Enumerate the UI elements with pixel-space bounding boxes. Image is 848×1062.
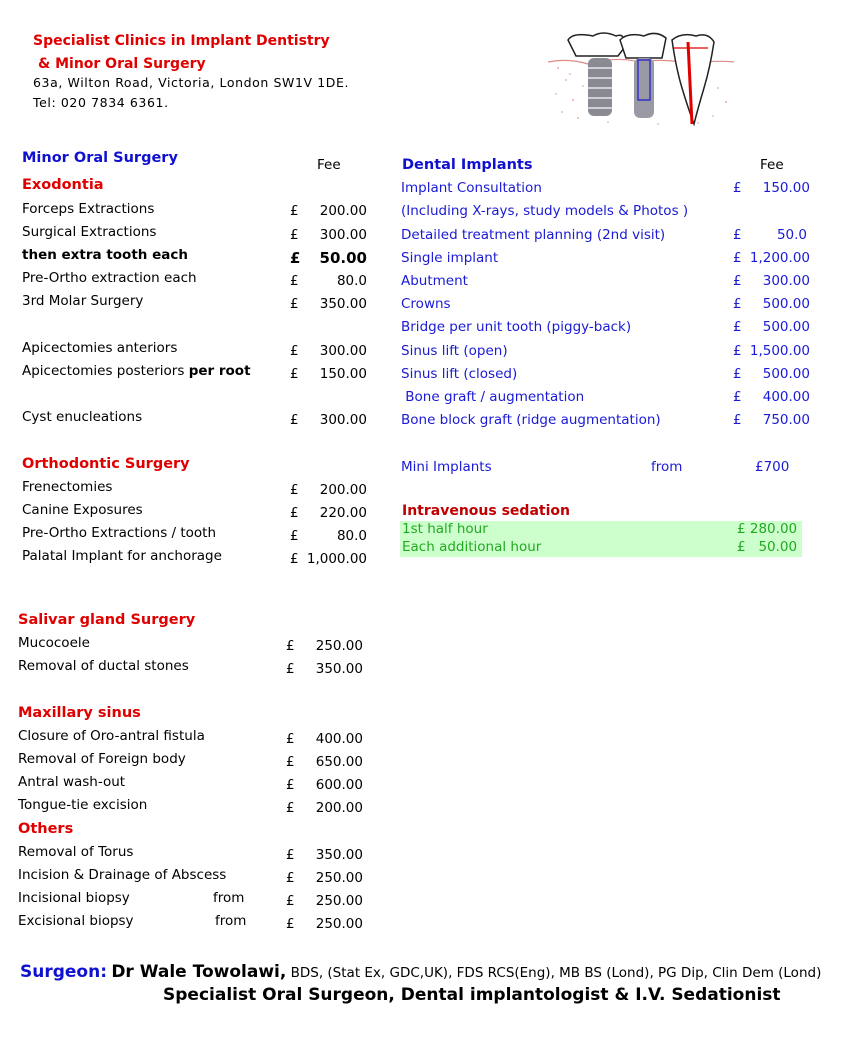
row-amount: £ 280.00 [737,521,798,537]
currency: £ [733,227,742,243]
others-heading: Others [18,821,74,837]
row-amount: 80.0 [336,528,367,544]
row-label: Single implant [401,250,499,266]
row-label: Removal of ductal stones [18,658,189,674]
currency: £ [290,482,299,498]
row-label: Closure of Oro-antral fistula [18,728,205,744]
orthodontic-surgery-heading: Orthodontic Surgery [22,456,190,472]
row-label: Incision & Drainage of Abscess [18,867,227,883]
currency: £ [733,296,742,312]
row-amount: 80.0 [336,273,367,289]
row-amount: 250.00 [315,638,363,654]
row-amount: 500.00 [762,319,810,335]
row-amount: 350.00 [315,847,363,863]
row-label: Palatal Implant for anchorage [22,548,222,564]
currency: £ [733,412,742,428]
row-label: Sinus lift (open) [401,343,508,359]
currency: £ [733,250,742,266]
row-amount: 250.00 [315,870,363,886]
from-label: from [215,913,247,929]
row-label: Detailed treatment planning (2nd visit) [401,227,666,243]
row-amount: 200.00 [315,800,363,816]
row-label: Forceps Extractions [22,201,155,217]
row-amount: £700 [755,459,790,475]
currency: £ [286,731,295,747]
currency: £ [733,366,742,382]
currency: £ [733,319,742,335]
row-label: Cyst enucleations [22,409,143,425]
row-amount: 300.00 [319,343,367,359]
minor-oral-surgery-heading: Minor Oral Surgery [22,150,178,166]
currency: £ [290,343,299,359]
row-label: Removal of Torus [18,844,134,860]
row-amount: 500.00 [762,366,810,382]
row-label: Pre-Ortho Extractions / tooth [22,525,217,541]
row-label: Antral wash-out [18,774,126,790]
row-amount: 50.0 [776,227,807,243]
currency: £ [286,847,295,863]
row-amount: 600.00 [315,777,363,793]
currency: £ [286,893,295,909]
row-label: Crowns [401,296,451,312]
row-amount: 200.00 [319,482,367,498]
row-label: Bone graft / augmentation [401,389,585,405]
surgeon-title: Specialist Oral Surgeon, Dental implantologist & I.V. Sedationist [163,985,781,1005]
row-amount: 350.00 [319,296,367,312]
currency: £ [733,273,742,289]
surgeon-qualifications: BDS, (Stat Ex, GDC,UK), FDS RCS(Eng), MB BS (Lond), PG Dip, Clin Dem (Lond) [286,965,822,981]
left-fee-header: Fee [317,157,341,173]
currency: £ [290,249,301,267]
row-label: Mucocoele [18,635,90,651]
currency: £ [286,916,295,932]
row-amount: 400.00 [315,731,363,747]
row-amount: 1,000.00 [306,551,367,567]
currency: £ [286,800,295,816]
currency: £ [286,777,295,793]
currency: £ [290,412,299,428]
row-label: 3rd Molar Surgery [22,293,144,309]
currency: £ [733,180,742,196]
row-amount: 300.00 [319,412,367,428]
currency: £ [286,754,295,770]
row-label: 1st half hour [402,521,488,537]
row-amount: 300.00 [319,227,367,243]
clinic-title-line1: Specialist Clinics in Implant Dentistry [33,33,330,49]
row-amount: 400.00 [762,389,810,405]
row-amount: 650.00 [315,754,363,770]
row-label: Abutment [401,273,468,289]
row-label: Pre-Ortho extraction each [22,270,197,286]
dental-implant-illustration-icon [548,28,734,130]
currency: £ [733,389,742,405]
currency: £ [290,366,299,382]
from-label: from [651,459,683,475]
row-label: Surgical Extractions [22,224,157,240]
currency: £ [733,343,742,359]
currency: £ [290,227,299,243]
currency: £ [286,638,295,654]
currency: £ [290,551,299,567]
row-amount: 50.00 [319,249,367,267]
exodontia-heading: Exodontia [22,177,104,193]
row-label: Sinus lift (closed) [401,366,518,382]
row-label: Frenectomies [22,479,113,495]
clinic-title-line2: & Minor Oral Surgery [38,56,206,72]
row-amount: 220.00 [319,505,367,521]
row-amount: 250.00 [315,916,363,932]
surgeon-line [20,962,821,982]
row-label: Incisional biopsy [18,890,130,906]
row-amount: 350.00 [315,661,363,677]
currency: £ [290,273,299,289]
row-amount: 150.00 [762,180,810,196]
row-amount: 1,500.00 [749,343,810,359]
row-label: Apicectomies posteriors per root [22,363,251,379]
from-label: from [213,890,245,906]
row-label: (Including X-rays, study models & Photos ) [401,203,689,219]
row-label: Removal of Foreign body [18,751,186,767]
row-amount: £ 50.00 [737,539,798,555]
row-amount: 750.00 [762,412,810,428]
row-label: Each additional hour [402,539,542,555]
currency: £ [290,528,299,544]
right-fee-header: Fee [760,157,784,173]
salivary-gland-heading: Salivar gland Surgery [18,612,196,628]
row-amount: 500.00 [762,296,810,312]
currency: £ [286,661,295,677]
row-label: Bridge per unit tooth (piggy-back) [401,319,632,335]
row-amount: 1,200.00 [749,250,810,266]
row-label: Implant Consultation [401,180,542,196]
row-label: Apicectomies anteriors [22,340,178,356]
surgeon-label: Surgeon: [20,962,108,982]
iv-sedation-heading: Intravenous sedation [402,503,570,519]
currency: £ [290,203,299,219]
currency: £ [290,505,299,521]
row-label: Tongue-tie excision [18,797,148,813]
row-amount: 200.00 [319,203,367,219]
clinic-telephone: Tel: 020 7834 6361. [33,95,169,110]
row-label: Mini Implants [401,459,492,475]
row-label: Bone block graft (ridge augmentation) [401,412,661,428]
surgeon-name: Dr Wale Towolawi, [111,962,287,982]
currency: £ [290,296,299,312]
row-label: Canine Exposures [22,502,143,518]
currency: £ [286,870,295,886]
clinic-address: 63a, Wilton Road, Victoria, London SW1V 1DE. [33,75,350,90]
row-label: Excisional biopsy [18,913,134,929]
maxillary-sinus-heading: Maxillary sinus [18,705,141,721]
row-amount: 250.00 [315,893,363,909]
row-amount: 150.00 [319,366,367,382]
row-label: then extra tooth each [22,247,188,263]
dental-implants-heading: Dental Implants [402,157,533,173]
row-amount: 300.00 [762,273,810,289]
